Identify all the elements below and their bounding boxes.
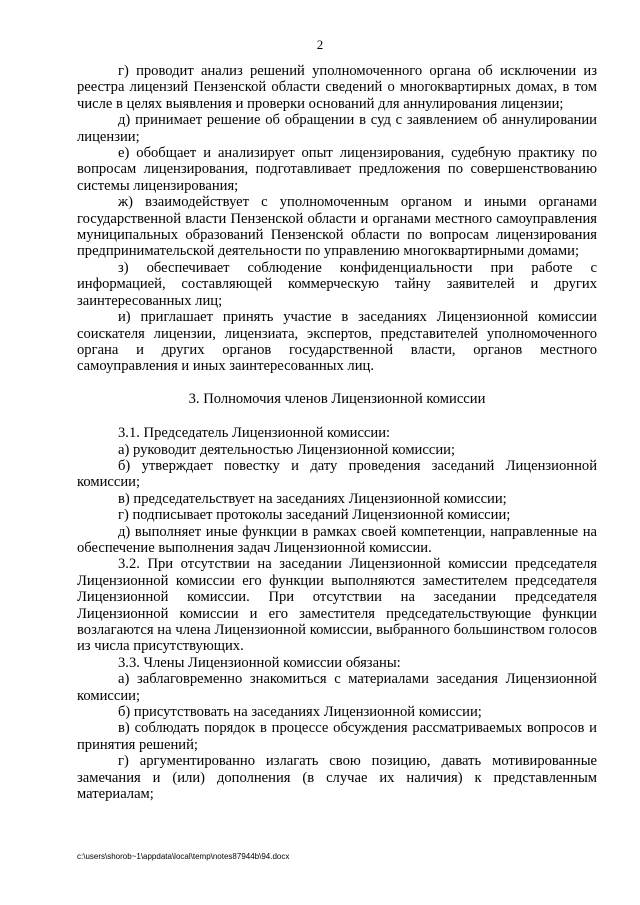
- paragraph-g-analysis: г) проводит анализ решений уполномоченного органа об исключении из реестра лицензий Пензенской области сведений о многоквартирных домах, в том числе в целях выявления и проверки оснований для аннулирования лицензии;: [77, 63, 597, 112]
- paragraph-3-1-a: а) руководит деятельностью Лицензионной комиссии;: [118, 441, 455, 458]
- document-body: [77, 63, 597, 802]
- paragraph-zh-interaction: ж) взаимодействует с уполномоченным органом и иными органами государственной власти Пензенской области и органами местного самоуправления муниципальных образований Пензенской области по вопросам лицензирования предпринимательской деятельности по управлению многоквартирными домами;: [77, 194, 597, 260]
- paragraph-z-confidentiality: з) обеспечивает соблюдение конфиденциальности при работе с информацией, составляющей коммерческую тайну заявителей и других заинтересованных лиц;: [77, 259, 597, 309]
- paragraph-3-3-members: 3.3. Члены Лицензионной комиссии обязаны:: [118, 654, 401, 671]
- paragraph-3-3-a: а) заблаговременно знакомиться с материалами заседания Лицензионной комиссии;: [77, 671, 597, 704]
- paragraph-3-3-v: в) соблюдать порядок в процессе обсуждения рассматриваемых вопросов и принятия решений;: [77, 720, 597, 753]
- footer-file-path: c:\users\shorob~1\appdata\local\temp\notes87944b\94.docx: [77, 852, 290, 861]
- paragraph-e-experience: е) обобщает и анализирует опыт лицензирования, судебную практику по вопросам лицензирования, подготавливает предложения по совершенствованию системы лицензирования;: [77, 145, 597, 194]
- paragraph-d-court: д) принимает решение об обращении в суд с заявлением об аннулировании лицензии;: [77, 112, 597, 145]
- paragraph-3-1-b: б) утверждает повестку и дату проведения заседаний Лицензионной комиссии;: [77, 457, 597, 491]
- paragraph-i-invitation: и) приглашает принять участие в заседаниях Лицензионной комиссии соискателя лицензии, лицензиата, экспертов, представителей уполномоченного органа и других органов государственной власти, органов местного самоуправления и иных заинтересованных лиц.: [77, 309, 597, 375]
- paragraph-3-1-g: г) подписывает протоколы заседаний Лицензионной комиссии;: [118, 507, 511, 524]
- section-heading: 3. Полномочия членов Лицензионной комиссии: [188, 390, 486, 407]
- page-number: 2: [316, 37, 324, 52]
- paragraph-3-3-g: г) аргументированно излагать свою позицию, давать мотивированные замечания и (или) дополнения (в случае их наличия) к представленным материалам;: [77, 753, 597, 803]
- paragraph-3-1-v: в) председательствует на заседаниях Лицензионной комиссии;: [118, 490, 507, 507]
- paragraph-3-2: 3.2. При отсутствии на заседании Лицензионной комиссии председателя Лицензионной комиссии его функции выполняются заместителем председателя Лицензионной комиссии. При отсутствии на заседании председателя Лицензионной комиссии и его заместителя председательствующие функции возлагаются на члена Лицензионной комиссии, выбранного большинством голосов из числа присутствующих.: [77, 556, 597, 655]
- paragraph-3-3-b: б) присутствовать на заседаниях Лицензионной комиссии;: [118, 704, 482, 721]
- paragraph-3-1-chairman: 3.1. Председатель Лицензионной комиссии:: [118, 425, 391, 442]
- paragraph-3-1-d: д) выполняет иные функции в рамках своей компетенции, направленные на обеспечение выполнения задач Лицензионной комиссии.: [77, 523, 597, 556]
